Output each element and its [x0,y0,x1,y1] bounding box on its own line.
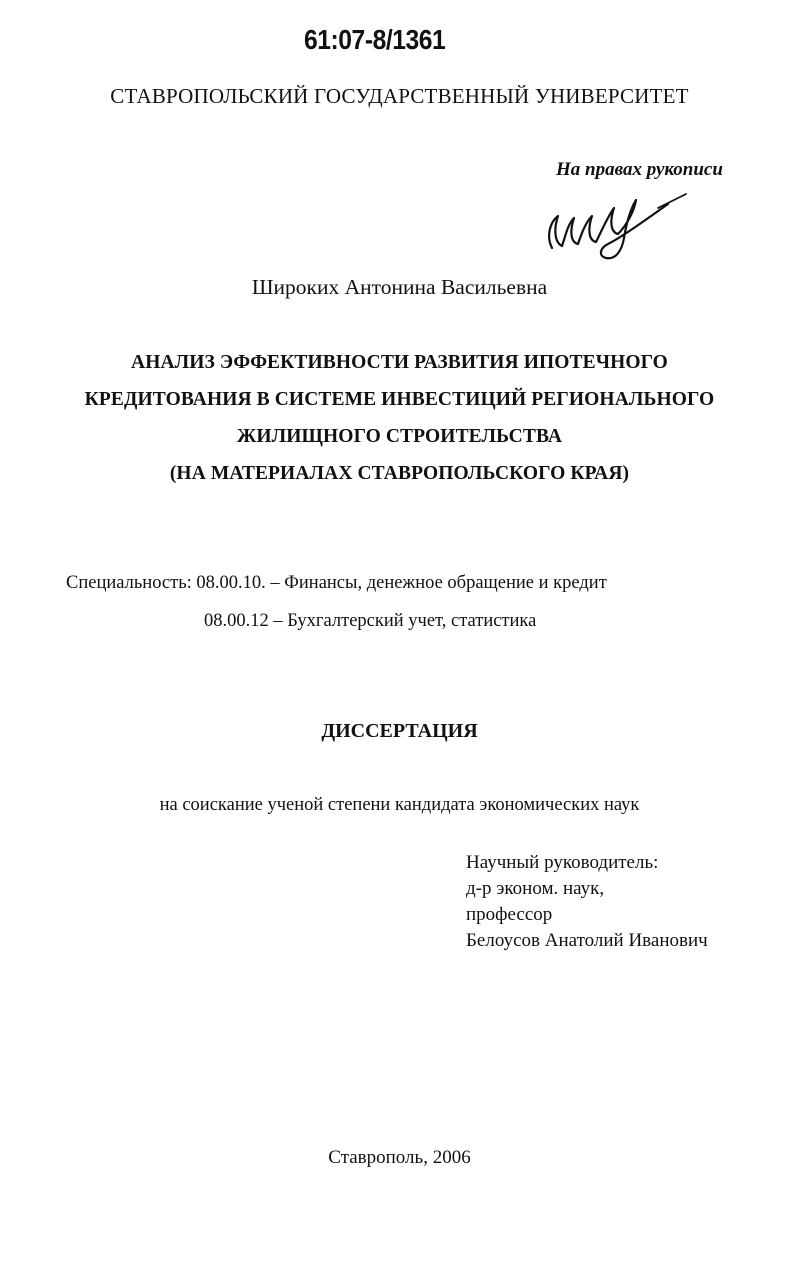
supervisor-label: Научный руководитель: [466,852,659,873]
university-name: СТАВРОПОЛЬСКИЙ ГОСУДАРСТВЕННЫЙ УНИВЕРСИТЕТ [110,84,689,108]
signature-icon [540,186,690,266]
degree-sought: на соискание ученой степени кандидата экономических наук [159,795,640,815]
title-line-1: АНАЛИЗ ЭФФЕКТИВНОСТИ РАЗВИТИЯ ИПОТЕЧНОГО [131,352,668,373]
registration-number: 61:07-8/1361 [304,24,446,55]
title-line-2: КРЕДИТОВАНИЯ В СИСТЕМЕ ИНВЕСТИЦИЙ РЕГИОНАЛЬНОГО [84,389,715,410]
supervisor-degree: д-р эконом. наук, [466,878,605,899]
rights-note: На правах рукописи [556,159,723,180]
city-year: Ставрополь, 2006 [328,1147,471,1168]
document-type: ДИССЕРТАЦИЯ [321,720,478,742]
title-line-3: ЖИЛИЩНОГО СТРОИТЕЛЬСТВА [236,426,563,447]
specialty-line-2: 08.00.12 – Бухгалтерский учет, статистика [204,611,537,631]
author-name: Широких Антонина Васильевна [251,275,548,299]
title-line-4: (НА МАТЕРИАЛАХ СТАВРОПОЛЬСКОГО КРАЯ) [169,463,630,484]
supervisor-rank: профессор [466,904,553,925]
supervisor-name: Белоусов Анатолий Иванович [466,930,708,951]
specialty-line-1: Специальность: 08.00.10. – Финансы, денежное обращение и кредит [66,573,607,593]
